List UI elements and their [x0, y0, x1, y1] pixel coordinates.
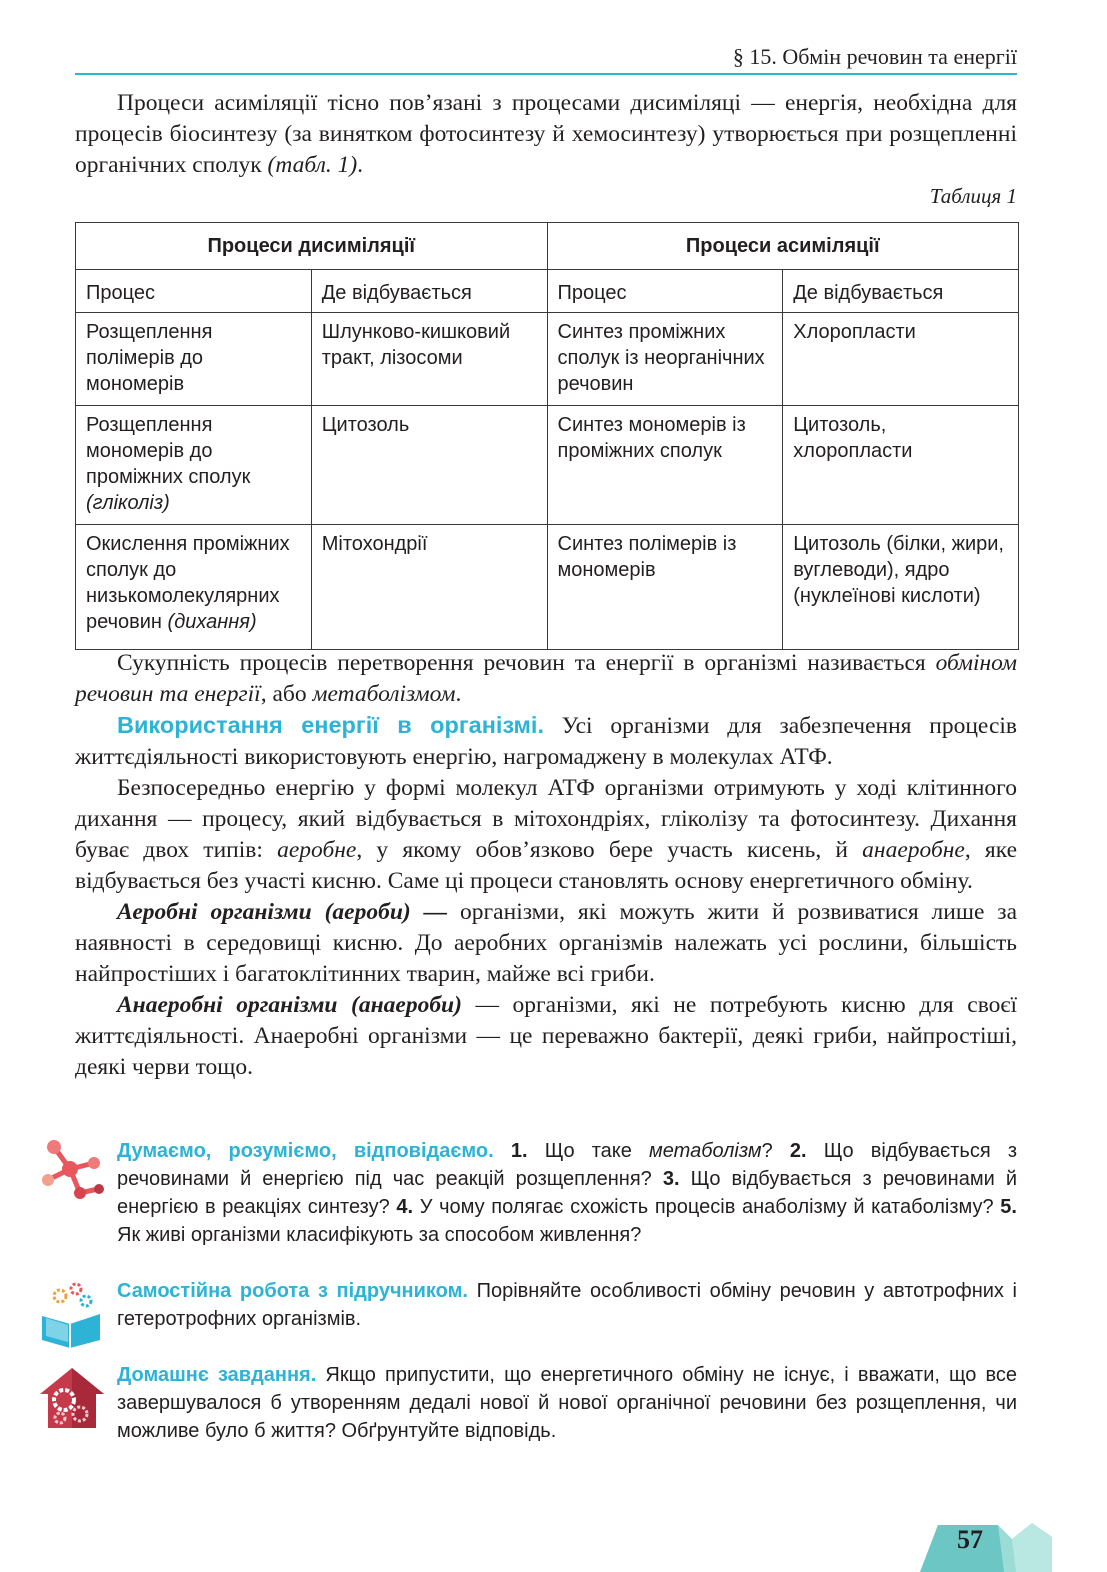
table-caption: Таблиця 1 [929, 184, 1017, 208]
group-header-assimilation: Процеси асиміляції [547, 223, 1019, 270]
table-cell: Шлунково-кишковий тракт, лізосоми [311, 313, 547, 406]
table-cell: Цитозоль (білки, жири, вуглеводи), ядро (нуклеїнові кислоти) [783, 525, 1019, 650]
column-header: Процес [547, 270, 783, 313]
self-study-heading: Самостійна робота з підручником. [117, 1280, 468, 1302]
group-header-dissimilation: Процеси дисиміляції [76, 223, 548, 270]
homework-block: Домашнє завдання. Якщо припустити, що енергетичного обміну не існує, і вважати, що все завершувалося б утворенням дедалі нової й нової органічної речовини без розщеплення, чи можливе було б життя? Обґрунтуйте відповідь. [117, 1364, 1017, 1442]
self-study-block: Самостійна робота з підручником. Порівняйте особливості обміну речовин у автотрофних і гетеротрофних організмів. [117, 1280, 1018, 1330]
main-text [75, 648, 1017, 1083]
house-gears-icon [38, 1364, 106, 1430]
table-cell: Цитозоль [311, 406, 547, 525]
table-row [76, 525, 1019, 650]
process-table [75, 222, 1019, 650]
section-heading: Використання енергії в організмі. [117, 712, 544, 738]
aerobes-paragraph: Аеробні організми (аероби) — організми, які можуть жити й розвиватися лише за наявності в середовищі кисню. До аеробних організмів належать усі рослини, більшість найпростіших і багатоклітинних тварин, майже всі гриби. [75, 899, 1017, 987]
table-cell: Мітохондрії [311, 525, 547, 650]
table-cell: Розщеплення мономерів до проміжних сполук (гліколіз) [76, 406, 312, 525]
molecule-icon [36, 1135, 108, 1207]
term-aerobes: Аеробні організми (аероби) — [117, 899, 448, 925]
column-header: Де відбувається [783, 270, 1019, 313]
questions-block: Думаємо, розуміємо, відповідаємо. 1. Що таке метаболізм? 2. Що відбувається з речовинами й енергією під час реакцій розщеплення? 3. Що відбувається з речовинами й енергією в реакціях синтезу? 4. У чому полягає схожість процесів анаболізму й катаболізму? 5. Як живі організми класифікують за способом живлення? [117, 1140, 1017, 1246]
anaerobes-paragraph: Анаеробні організми (анаероби) — організми, які не потребують кисню для своєї життєдіяльності. Анаеробні організми — це переважно бактерії, деякі гриби, найпростіші, деякі черви тощо. [75, 992, 1017, 1080]
running-header [75, 40, 1017, 75]
metabolism-paragraph: Сукупність процесів перетворення речовин та енергії в організмі називається обміном речовин та енергії, або метаболізмом. [75, 650, 1017, 707]
table-cell: Синтез мономерів із проміжних сполук [547, 406, 783, 525]
table-cell: Цитозоль, хлоропласти [783, 406, 1019, 525]
table-cell: Розщеплення полімерів до мономерів [76, 313, 312, 406]
table-cell: Окислення проміжних сполук до низькомолекулярних речовин (дихання) [76, 525, 312, 650]
table-reference: (табл. 1) [267, 152, 358, 178]
table-cell: Синтез проміжних сполук із неорганічних речовин [547, 313, 783, 406]
table-cell: Синтез полімерів із мономерів [547, 525, 783, 650]
book-gears-icon [38, 1278, 104, 1348]
atp-paragraph: Безпосередньо енергію у формі молекул АТФ організми отримують у ході клітинного дихання — процесу, який відбувається в мітохондріях, гліколізу та фотосинтезу. Дихання буває двох типів: аеробне, у якому обов’язково бере участь кисень, й анаеробне, яке відбувається без участі кисню. Саме ці процеси становлять основу енергетичного обміну. [75, 775, 1017, 894]
term-anaerobes: Анаеробні організми (анаероби) [117, 992, 462, 1018]
table-cell: Хлоропласти [783, 313, 1019, 406]
table-row [76, 406, 1019, 525]
column-header: Де відбувається [311, 270, 547, 313]
energy-use-paragraph: Використання енергії в організмі. Усі організми для забезпечення процесів життєдіяльності використовують енергію, нагромаджену в молекулах АТФ. [75, 712, 1018, 770]
page-number: 57 [957, 1525, 983, 1554]
homework-heading: Домашнє завдання. [117, 1364, 317, 1386]
questions-heading: Думаємо, розуміємо, відповідаємо. [117, 1140, 494, 1162]
column-header: Процес [76, 270, 312, 313]
table-row [76, 313, 1019, 406]
chapter-title: § 15. Обмін речовин та енергії [732, 44, 1017, 69]
intro-paragraph: Процеси асиміляції тісно пов’язані з процесами дисиміляці — енергія, необхідна для процесів біосинтезу (за винятком фотосинтезу й хемосинтезу) утворюється при розщепленні органічних сполук (табл. 1). [75, 90, 1017, 178]
